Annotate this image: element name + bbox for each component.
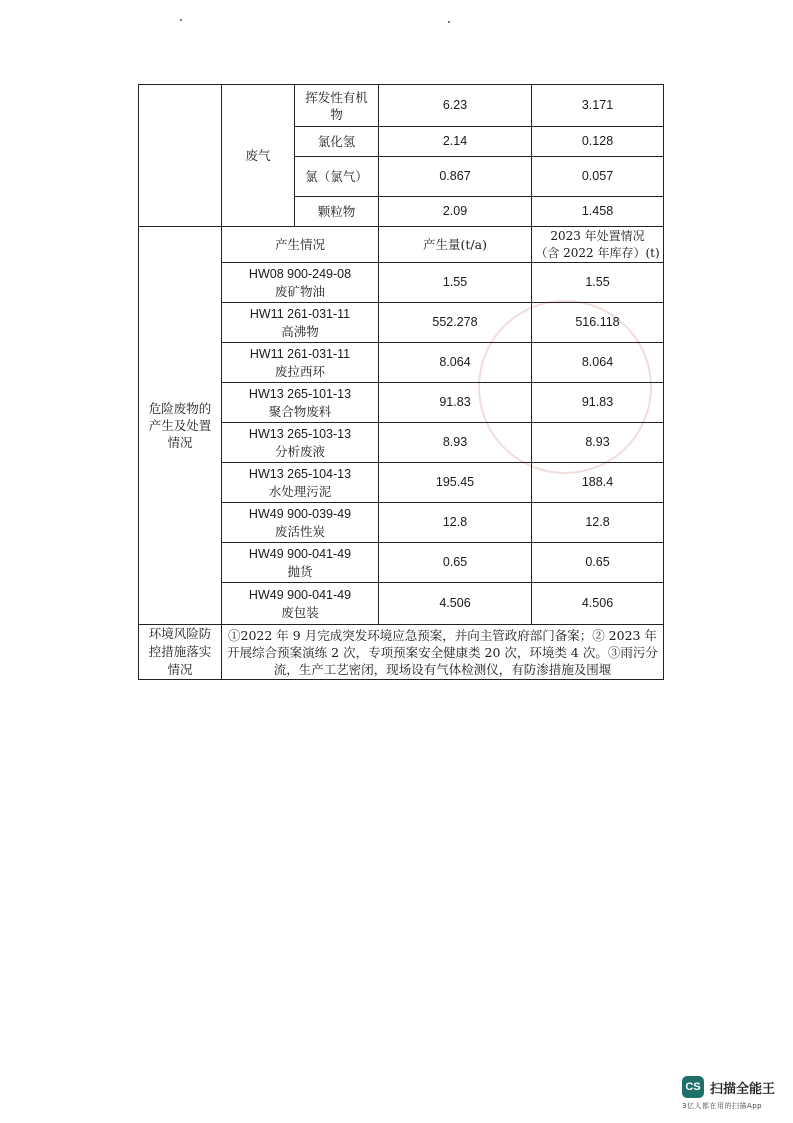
waste-name: 水处理污泥 [268,484,332,499]
disposed-amount: 516.118 [532,303,664,343]
waste-name: 废包装 [281,605,319,620]
pollutant-name: 挥发性有机 物 [295,85,379,127]
waste-code-cell [222,343,379,383]
waste-name: 废拉西环 [274,364,325,379]
disposed-amount: 8.93 [532,423,664,463]
scanner-watermark [682,1076,775,1098]
produced-amount: 1.55 [379,263,532,303]
disposed-amount: 8.064 [532,343,664,383]
waste-name: 分析废液 [274,444,325,459]
waste-name: 抛货 [287,564,313,579]
waste-code-cell [222,263,379,303]
header-production: 产生情况 [222,227,379,263]
waste-code-cell [222,543,379,583]
disposed-amount: 4.506 [532,583,664,625]
blank-category-cell [139,85,222,227]
produced-amount: 4.506 [379,583,532,625]
waste-code-cell [222,583,379,625]
produced-amount: 8.064 [379,343,532,383]
hazardous-category: 危险废物的 产生及处置 情况 [139,227,222,625]
waste-code-cell [222,463,379,503]
watermark-name: 扫描全能王 [710,1081,776,1097]
disposed-amount: 1.55 [532,263,664,303]
disposed-amount: 12.8 [532,503,664,543]
scan-speck-right [448,21,450,23]
waste-code: HW13 265-101-13 [248,387,352,401]
hazardous-header-row [139,227,664,263]
actual-value: 0.128 [532,127,664,157]
produced-amount: 195.45 [379,463,532,503]
waste-name: 废活性炭 [274,524,325,539]
waste-name: 聚合物废料 [268,404,332,419]
emission-value: 0.867 [379,157,532,197]
actual-value: 0.057 [532,157,664,197]
waste-gas-row [139,85,664,127]
risk-category: 环境风险防 控措施落实 情况 [139,625,222,680]
produced-amount: 91.83 [379,383,532,423]
produced-amount: 552.278 [379,303,532,343]
waste-code: HW13 265-103-13 [248,427,352,441]
disposed-amount: 91.83 [532,383,664,423]
waste-code-cell [222,303,379,343]
waste-code: HW13 265-104-13 [248,467,352,481]
waste-code-cell [222,383,379,423]
actual-value: 1.458 [532,197,664,227]
waste-code: HW08 900-249-08 [248,267,352,281]
waste-name: 高沸物 [281,324,319,339]
waste-gas-category: 废气 [222,85,295,227]
waste-name: 废矿物油 [274,284,325,299]
scan-speck-left [180,19,182,21]
header-amount: 产生量(t/a) [379,227,532,263]
waste-code-cell [222,503,379,543]
pollutant-name: 氯化氢 [295,127,379,157]
produced-amount: 0.65 [379,543,532,583]
produced-amount: 8.93 [379,423,532,463]
waste-code: HW11 261-031-11 [249,347,351,361]
pollutant-name: 氯（氯气） [295,157,379,197]
waste-code: HW49 900-039-49 [248,507,352,521]
pollutant-name: 颗粒物 [295,197,379,227]
emission-value: 2.09 [379,197,532,227]
waste-code: HW11 261-031-11 [249,307,351,321]
header-disposal: 2023 年处置情况 （含 2022 年库存）(t) [532,227,664,263]
disposed-amount: 188.4 [532,463,664,503]
emission-value: 2.14 [379,127,532,157]
produced-amount: 12.8 [379,503,532,543]
waste-code: HW49 900-041-49 [248,588,352,602]
environment-table [138,84,664,680]
emission-value: 6.23 [379,85,532,127]
watermark-tagline: 3亿人都在用的扫描App [682,1102,763,1110]
cs-logo-icon: CS [682,1076,704,1098]
risk-measures-text: ①2022 年 9 月完成突发环境应急预案，并向主管政府部门备案；② 2023 年开展综合预案演练 2 次，专项预案安全健康类 20 次，环境类 4 次。③雨污分流，生产工艺密闭，现场设有气体检测仪，有防渗措施及围堰 [222,625,664,680]
risk-row [139,625,664,680]
disposed-amount: 0.65 [532,543,664,583]
waste-code-cell [222,423,379,463]
actual-value: 3.171 [532,85,664,127]
waste-code: HW49 900-041-49 [248,547,352,561]
